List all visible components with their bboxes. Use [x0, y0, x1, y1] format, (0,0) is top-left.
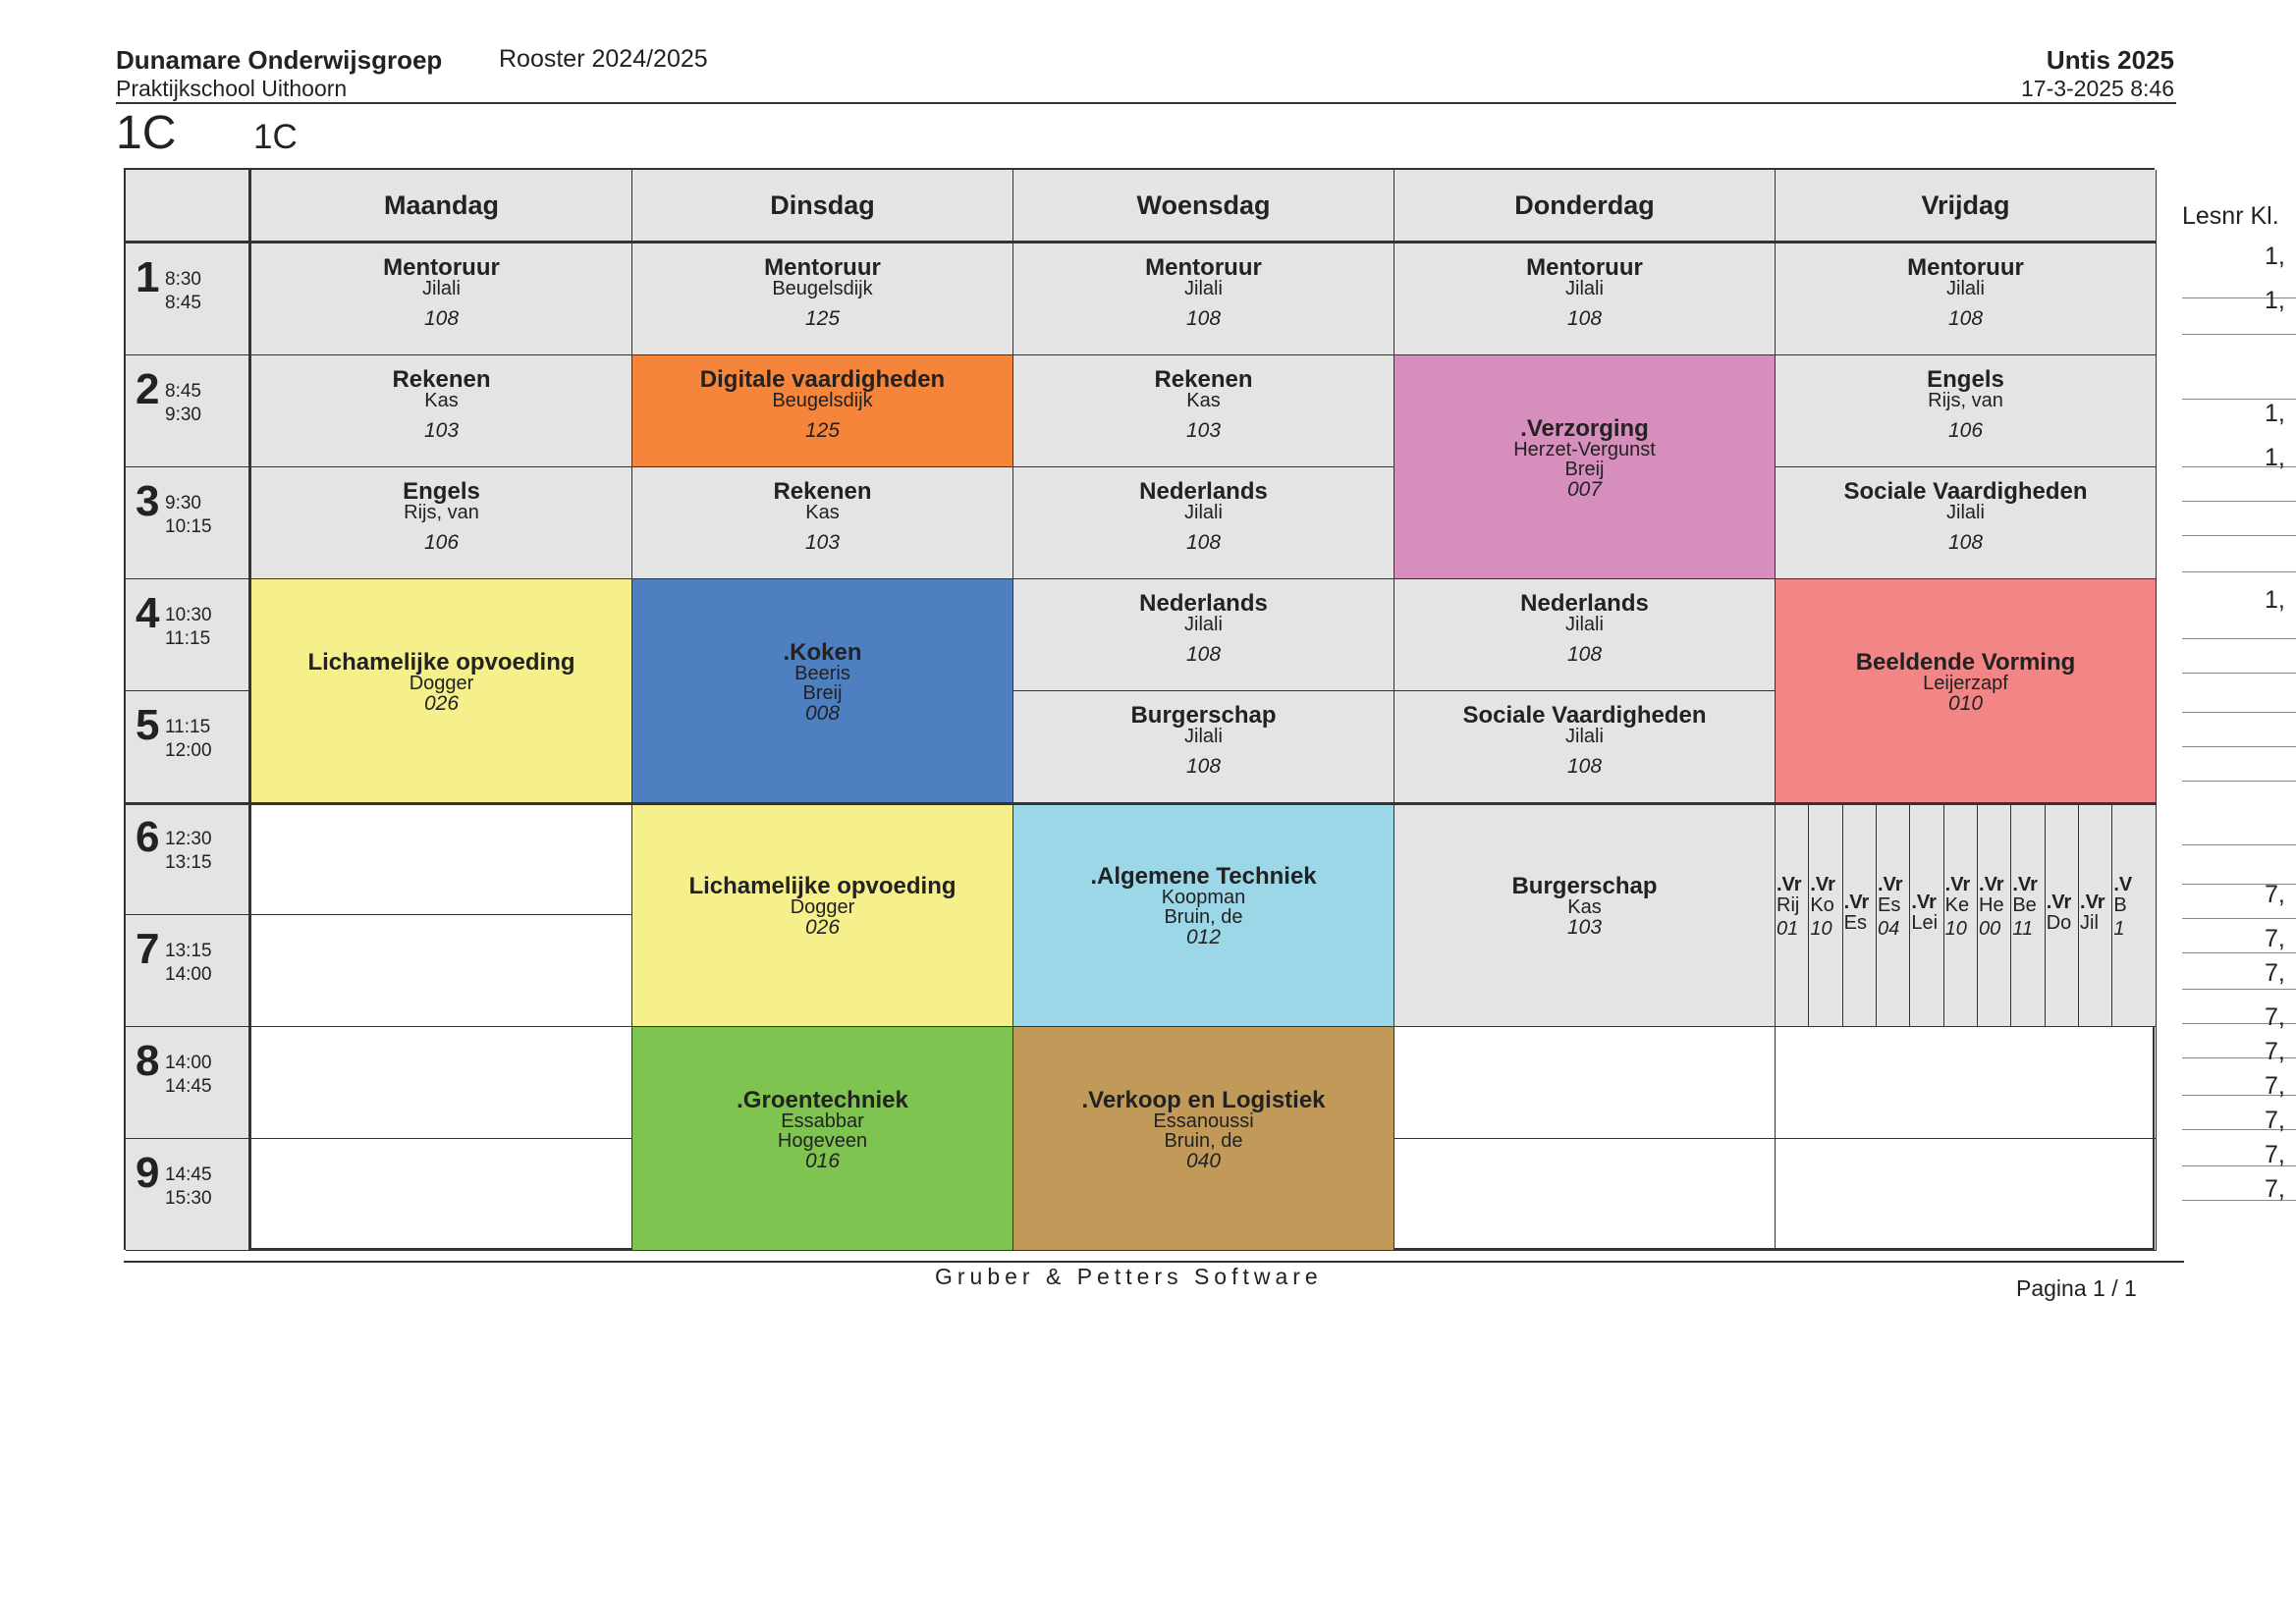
- keuze-room: 11: [2012, 918, 2034, 940]
- empty-slot: [1394, 1139, 1776, 1251]
- lesson-block[interactable]: [1013, 691, 1394, 803]
- lesson-room: 108: [1566, 307, 1603, 330]
- empty-slot: [1394, 1027, 1776, 1139]
- side-panel-rule: [2182, 746, 2296, 747]
- side-panel-value: 7,: [2265, 959, 2285, 987]
- period-end-time: 9:30: [165, 405, 201, 425]
- keuze-teacher: Do: [2046, 912, 2072, 934]
- keuze-lesson[interactable]: [1910, 803, 1943, 1027]
- lesson-block[interactable]: [632, 803, 1013, 1027]
- keuze-subject: .Vr: [1878, 874, 1903, 895]
- keuze-room: 04: [1878, 918, 1900, 940]
- grid-corner: [126, 170, 251, 244]
- lesson-room: 106: [1947, 419, 1984, 442]
- lesson-teacher: Essabbar: [781, 1110, 864, 1132]
- lesson-subject: .Algemene Techniek: [1090, 863, 1317, 890]
- lesson-teacher: Leijerzapf: [1923, 673, 2008, 694]
- keuze-teacher: Be: [2012, 894, 2037, 916]
- side-panel-rule: [2182, 501, 2296, 502]
- lesson-room: 008: [804, 702, 841, 725]
- keuze-teacher: Rij: [1777, 894, 1800, 916]
- empty-slot: [251, 915, 632, 1027]
- keuze-lesson[interactable]: [2011, 803, 2045, 1027]
- lesson-teacher: Breij: [1564, 459, 1605, 480]
- software-title: Untis 2025: [2046, 45, 2174, 75]
- lesson-teacher: Rijs, van: [1928, 390, 2003, 411]
- period-cell: [126, 915, 251, 1027]
- lesson-room: 103: [804, 531, 841, 554]
- lesson-block[interactable]: [1776, 467, 2157, 579]
- lesson-room: 103: [1185, 419, 1222, 442]
- lesson-subject: Mentoruur: [1145, 254, 1262, 281]
- keuze-teacher: B: [2113, 894, 2127, 916]
- keuze-lesson[interactable]: [1944, 803, 1978, 1027]
- lesson-room: 108: [1185, 755, 1222, 778]
- lesson-room: 125: [804, 419, 841, 442]
- side-panel-rule: [2182, 673, 2296, 674]
- lesson-teacher: Kas: [805, 502, 840, 523]
- keuze-subject: .V: [2113, 874, 2133, 895]
- empty-slot: [251, 1027, 632, 1139]
- lesson-subject: Engels: [403, 478, 480, 505]
- period-cell: [126, 1139, 251, 1251]
- lesson-block[interactable]: [632, 467, 1013, 579]
- keuze-teacher: Es: [1878, 894, 1901, 916]
- period-number: 7: [136, 925, 160, 973]
- footer-divider: [124, 1261, 2184, 1263]
- lesson-block[interactable]: [1013, 1027, 1394, 1251]
- side-panel-rule: [2182, 638, 2296, 639]
- lesson-teacher: Kas: [1567, 896, 1602, 918]
- day-header-maandag: Maandag: [251, 170, 632, 244]
- lesson-subject: Nederlands: [1520, 590, 1649, 617]
- period-start-time: 9:30: [165, 493, 201, 514]
- lesson-subject: Mentoruur: [1907, 254, 2024, 281]
- lesson-room: 040: [1185, 1150, 1222, 1172]
- lesson-block[interactable]: [632, 1027, 1013, 1251]
- lesson-block[interactable]: [1013, 467, 1394, 579]
- keuze-subject: .Vr: [2046, 892, 2072, 913]
- keuze-teacher: Jil: [2080, 912, 2099, 934]
- keuze-lesson[interactable]: [1843, 803, 1877, 1027]
- day-header-donderdag: Donderdag: [1394, 170, 1776, 244]
- lesson-teacher: Herzet-Vergunst: [1513, 439, 1656, 460]
- period-end-time: 8:45: [165, 293, 201, 313]
- lesson-subject: Sociale Vaardigheden: [1462, 702, 1707, 729]
- side-panel-value: 7,: [2265, 1175, 2285, 1203]
- lesson-block[interactable]: [1013, 579, 1394, 691]
- lesson-room: 108: [423, 307, 460, 330]
- keuze-room: 01: [1777, 918, 1799, 940]
- lesson-teacher: Jilali: [1184, 278, 1223, 299]
- lesson-teacher: Kas: [1186, 390, 1221, 411]
- period-start-time: 10:30: [165, 605, 212, 625]
- period-number: 2: [136, 365, 160, 413]
- lesson-subject: .Verkoop en Logistiek: [1081, 1087, 1326, 1113]
- lesson-room: 108: [1947, 307, 1984, 330]
- empty-slot: [251, 803, 632, 915]
- lesson-room: 125: [804, 307, 841, 330]
- side-panel-value: 1,: [2265, 586, 2285, 614]
- lesson-block[interactable]: [632, 355, 1013, 467]
- lesson-teacher: Rijs, van: [404, 502, 479, 523]
- period-start-time: 14:00: [165, 1053, 212, 1073]
- lesson-room: 108: [1947, 531, 1984, 554]
- keuze-subject: .Vr: [1979, 874, 2004, 895]
- period-number: 8: [136, 1037, 160, 1085]
- period-number: 6: [136, 813, 160, 861]
- period-number: 3: [136, 477, 160, 525]
- keuze-lesson[interactable]: [1877, 803, 1910, 1027]
- empty-slot: [1776, 1139, 2157, 1251]
- lesson-room: 108: [1185, 307, 1222, 330]
- period-end-time: 12:00: [165, 740, 212, 761]
- lesson-block[interactable]: [251, 467, 632, 579]
- lesson-teacher: Bruin, de: [1164, 1130, 1243, 1152]
- keuze-subject: .Vr: [2080, 892, 2105, 913]
- keuze-lesson[interactable]: [1809, 803, 1842, 1027]
- side-panel-value: 1,: [2265, 444, 2285, 471]
- lesson-subject: Lichamelijke opvoeding: [307, 649, 575, 676]
- lesson-subject: Rekenen: [1154, 366, 1253, 393]
- keuze-room: 1: [2113, 918, 2125, 940]
- lesson-teacher: Jilali: [1946, 502, 1985, 523]
- side-panel-rule: [2182, 712, 2296, 713]
- period-cell: [126, 1027, 251, 1139]
- side-panel-value: 1,: [2265, 243, 2285, 270]
- period-cell: [126, 244, 251, 355]
- lesson-block[interactable]: [1776, 579, 2157, 803]
- lesson-block[interactable]: [1013, 355, 1394, 467]
- lesson-block[interactable]: [251, 579, 632, 803]
- lesson-block[interactable]: [1776, 355, 2157, 467]
- side-panel-value: 7,: [2265, 1038, 2285, 1065]
- day-header-woensdag: Woensdag: [1013, 170, 1394, 244]
- lesson-subject: Burgerschap: [1130, 702, 1277, 729]
- lesson-teacher: Beugelsdijk: [772, 278, 873, 299]
- lesson-subject: Rekenen: [773, 478, 872, 505]
- keuze-teacher: Es: [1843, 912, 1868, 934]
- period-cell: [126, 355, 251, 467]
- side-panel-value: 7,: [2265, 925, 2285, 952]
- lesson-teacher: Jilali: [422, 278, 461, 299]
- lesson-block[interactable]: [1394, 803, 1776, 1027]
- side-panel-rule: [2182, 334, 2296, 335]
- lesson-room: 108: [1185, 643, 1222, 666]
- empty-slot: [1776, 1027, 2157, 1139]
- lesson-teacher: Kas: [424, 390, 459, 411]
- side-panel-value: 1,: [2265, 287, 2285, 314]
- lesson-teacher: Jilali: [1184, 726, 1223, 747]
- lesson-subject: Digitale vaardigheden: [699, 366, 946, 393]
- keuze-teacher: He: [1979, 894, 2004, 916]
- lesson-subject: Burgerschap: [1511, 873, 1658, 899]
- lesson-room: 108: [1185, 531, 1222, 554]
- lesson-room: 108: [1566, 643, 1603, 666]
- period-number: 5: [136, 701, 160, 749]
- day-header-vrijdag: Vrijdag: [1776, 170, 2157, 244]
- lesson-teacher: Jilali: [1565, 614, 1604, 635]
- lesson-subject: Beeldende Vorming: [1855, 649, 2076, 676]
- class-subtitle: 1C: [253, 118, 298, 156]
- keuze-subject: .Vr: [1810, 874, 1835, 895]
- day-header-dinsdag: Dinsdag: [632, 170, 1013, 244]
- lesson-subject: Rekenen: [392, 366, 491, 393]
- keuze-teacher: Ko: [1810, 894, 1834, 916]
- lesson-block[interactable]: [632, 579, 1013, 803]
- lesson-block[interactable]: [251, 244, 632, 355]
- lesson-block[interactable]: [1394, 579, 1776, 691]
- lesson-room: 016: [804, 1150, 841, 1172]
- keuze-teacher: Ke: [1944, 894, 1970, 916]
- period-number: 4: [136, 589, 160, 637]
- lesson-teacher: Essanoussi: [1153, 1110, 1254, 1132]
- keuze-room: 10: [1944, 918, 1967, 940]
- period-cell: [126, 467, 251, 579]
- lesson-subject: Mentoruur: [383, 254, 500, 281]
- lesson-teacher: Bruin, de: [1164, 906, 1243, 928]
- lesson-teacher: Jilali: [1946, 278, 1985, 299]
- side-panel-value: 1,: [2265, 400, 2285, 427]
- period-start-time: 8:30: [165, 269, 201, 290]
- period-end-time: 15:30: [165, 1188, 212, 1209]
- period-start-time: 13:15: [165, 941, 212, 961]
- side-panel-rule: [2182, 989, 2296, 990]
- keuze-room: 00: [1979, 918, 2001, 940]
- lesson-subject: .Verzorging: [1520, 415, 1649, 442]
- lesson-subject: Engels: [1927, 366, 2004, 393]
- print-datetime: 17-3-2025 8:46: [2020, 76, 2174, 101]
- page-number: Pagina 1 / 1: [2016, 1275, 2137, 1301]
- lesson-subject: Lichamelijke opvoeding: [688, 873, 957, 899]
- lesson-room: 026: [804, 916, 841, 939]
- organisation-name: Dunamare Onderwijsgroep: [116, 45, 443, 75]
- lesson-room: 010: [1947, 692, 1984, 715]
- lesson-room: 106: [423, 531, 460, 554]
- lesson-subject: .Koken: [783, 639, 862, 666]
- lesson-room: 012: [1185, 926, 1222, 948]
- lesson-teacher: Jilali: [1565, 278, 1604, 299]
- lesson-room: 026: [423, 692, 460, 715]
- footer-software: Gruber & Petters Software: [935, 1264, 1323, 1289]
- lesson-subject: Nederlands: [1139, 590, 1268, 617]
- lesson-room: 108: [1566, 755, 1603, 778]
- lesson-subject: Mentoruur: [1526, 254, 1643, 281]
- lesson-teacher: Beeris: [794, 663, 850, 684]
- side-panel-rule: [2182, 844, 2296, 845]
- lesson-block[interactable]: [1394, 244, 1776, 355]
- lesson-block[interactable]: [1776, 244, 2157, 355]
- side-panel-rule: [2182, 781, 2296, 782]
- lesson-teacher: Koopman: [1161, 887, 1246, 908]
- period-end-time: 13:15: [165, 852, 212, 873]
- keuze-teacher: Lei: [1911, 912, 1939, 934]
- keuze-subject: .Vr: [1944, 874, 1971, 895]
- lesson-block[interactable]: [1013, 803, 1394, 1027]
- period-end-time: 11:15: [165, 628, 211, 649]
- keuze-lesson[interactable]: [2112, 803, 2157, 1027]
- period-start-time: 14:45: [165, 1164, 212, 1185]
- school-name: Praktijkschool Uithoorn: [116, 76, 348, 101]
- lesson-teacher: Beugelsdijk: [772, 390, 873, 411]
- period-start-time: 12:30: [165, 829, 212, 849]
- period-cell: [126, 803, 251, 915]
- period-cell: [126, 579, 251, 691]
- lesson-subject: Nederlands: [1139, 478, 1268, 505]
- lesson-subject: .Groentechniek: [737, 1087, 908, 1113]
- keuze-lesson[interactable]: [1978, 803, 2011, 1027]
- period-end-time: 14:00: [165, 964, 212, 985]
- period-number: 1: [136, 253, 160, 301]
- lesson-teacher: Dogger: [790, 896, 855, 918]
- empty-slot: [251, 1139, 632, 1251]
- lesson-block[interactable]: [1013, 244, 1394, 355]
- keuze-lesson[interactable]: [1776, 803, 1809, 1027]
- keuze-subject: .Vr: [1911, 892, 1937, 913]
- lesson-teacher: Breij: [802, 682, 843, 704]
- period-start-time: 8:45: [165, 381, 201, 402]
- keuze-room: 10: [1810, 918, 1832, 940]
- period-start-time: 11:15: [165, 717, 211, 737]
- rooster-year: Rooster 2024/2025: [499, 45, 708, 73]
- keuze-subject: .Vr: [1843, 892, 1870, 913]
- side-panel-rule: [2182, 535, 2296, 536]
- side-panel-value: 7,: [2265, 1072, 2285, 1100]
- lesson-teacher: Dogger: [409, 673, 474, 694]
- period-end-time: 10:15: [165, 516, 212, 537]
- lesson-subject: Sociale Vaardigheden: [1843, 478, 2088, 505]
- side-panel-value: 7,: [2265, 1141, 2285, 1168]
- lesson-teacher: Jilali: [1184, 614, 1223, 635]
- period-end-time: 14:45: [165, 1076, 212, 1097]
- lesson-teacher: Jilali: [1184, 502, 1223, 523]
- side-panel-value: 7,: [2265, 881, 2285, 908]
- lesson-teacher: Hogeveen: [777, 1130, 868, 1152]
- lesson-block[interactable]: [251, 355, 632, 467]
- header-divider: [116, 102, 2176, 104]
- lesson-room: 103: [423, 419, 460, 442]
- lesson-teacher: Jilali: [1565, 726, 1604, 747]
- class-title: 1C: [116, 107, 177, 159]
- lesson-block[interactable]: [632, 244, 1013, 355]
- lesson-block[interactable]: [1394, 355, 1776, 579]
- keuze-lesson[interactable]: [2079, 803, 2112, 1027]
- period-number: 9: [136, 1149, 160, 1197]
- timetable-grid: [124, 168, 2155, 1250]
- side-panel-value: 7,: [2265, 1003, 2285, 1031]
- keuze-subject: .Vr: [1777, 874, 1802, 895]
- lesson-block[interactable]: [1394, 691, 1776, 803]
- lesson-room: 007: [1566, 478, 1603, 501]
- side-panel-value: 7,: [2265, 1107, 2285, 1134]
- lesson-room: 103: [1566, 916, 1603, 939]
- side-panel-rule: [2182, 571, 2296, 572]
- side-panel-header: Lesnr Kl.: [2182, 202, 2279, 230]
- lesson-subject: Mentoruur: [764, 254, 881, 281]
- lunch-divider: [126, 802, 2157, 805]
- period-cell: [126, 691, 251, 803]
- keuze-subject: .Vr: [2012, 874, 2038, 895]
- keuze-lesson[interactable]: [2046, 803, 2079, 1027]
- side-panel-rule: [2182, 918, 2296, 919]
